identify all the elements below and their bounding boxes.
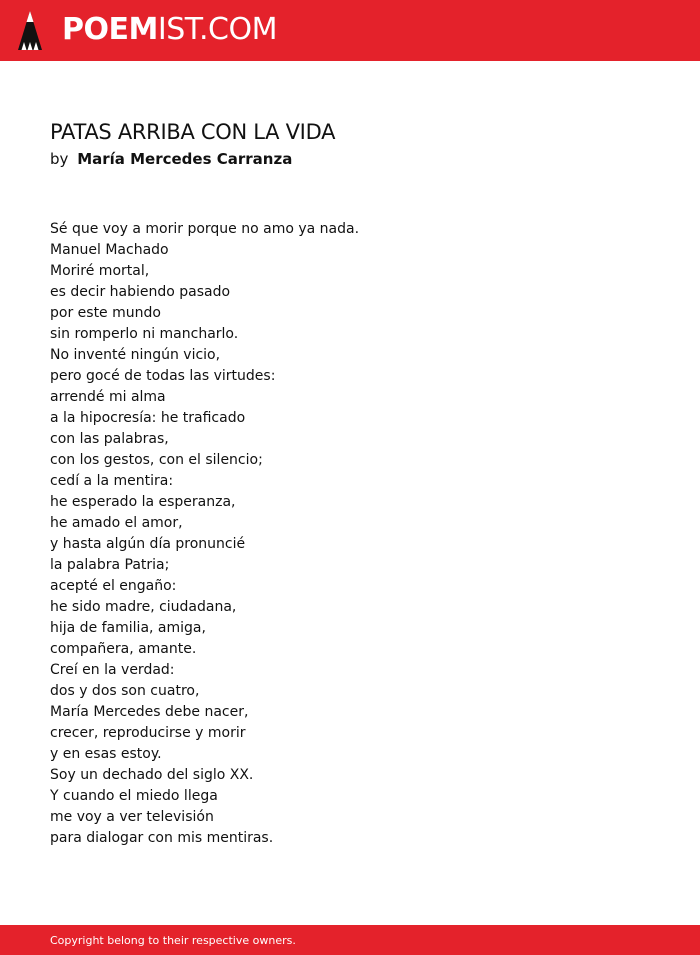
poem-line: es decir habiendo pasado [50, 284, 231, 300]
poem-line: para dialogar con mis mentiras. [50, 830, 274, 846]
poem-line: crecer, reproducirse y morir [50, 725, 246, 741]
poem-line: he esperado la esperanza, [50, 494, 236, 510]
poem-line: arrendé mi alma [50, 389, 166, 405]
poem-line: he sido madre, ciudadana, [50, 599, 237, 615]
poem-line: Sé que voy a morir porque no amo ya nada. [50, 221, 360, 237]
poem-line: Soy un dechado del siglo XX. [50, 767, 254, 783]
poem-line: a la hipocresía: he traficado [50, 410, 246, 426]
poem-title: PATAS ARRIBA CON LA VIDA [50, 120, 336, 144]
poem-body [50, 219, 359, 849]
poem-line: cedí a la mentira: [50, 473, 174, 489]
poem-line: dos y dos son cuatro, [50, 683, 200, 699]
poem-line: me voy a ver televisión [50, 809, 214, 825]
poem-line: y hasta algún día pronuncié [50, 536, 246, 552]
site-footer [0, 925, 700, 955]
poem-line: acepté el engaño: [50, 578, 177, 594]
byline [50, 148, 292, 170]
poem-line: pero gocé de todas las virtudes: [50, 368, 276, 384]
poem-line: la palabra Patria; [50, 557, 170, 573]
logo-bold-text: POEM [62, 12, 158, 47]
copyright-notice: Copyright belong to their respective owners. [50, 934, 296, 947]
by-label: by [50, 150, 69, 168]
author-name: María Mercedes Carranza [77, 150, 293, 168]
poem-line: y en esas estoy. [50, 746, 162, 762]
poem-line: Y cuando el miedo llega [50, 788, 218, 804]
poem-line: Manuel Machado [50, 242, 169, 258]
site-logo[interactable] [62, 11, 277, 49]
site-header [0, 0, 700, 61]
poem-line: María Mercedes debe nacer, [50, 704, 249, 720]
poem-line: he amado el amor, [50, 515, 183, 531]
poem-line: por este mundo [50, 305, 161, 321]
poem-line: con los gestos, con el silencio; [50, 452, 263, 468]
poem-line: sin romperlo ni mancharlo. [50, 326, 239, 342]
poem-line: compañera, amante. [50, 641, 197, 657]
logo-light-text: IST.COM [157, 12, 277, 47]
poem-line: Moriré mortal, [50, 263, 150, 279]
poem-line: Creí en la verdad: [50, 662, 175, 678]
poem-line: con las palabras, [50, 431, 169, 447]
poem-line: hija de familia, amiga, [50, 620, 206, 636]
pencil-logo-icon[interactable] [17, 9, 43, 52]
poem-line: No inventé ningún vicio, [50, 347, 221, 363]
